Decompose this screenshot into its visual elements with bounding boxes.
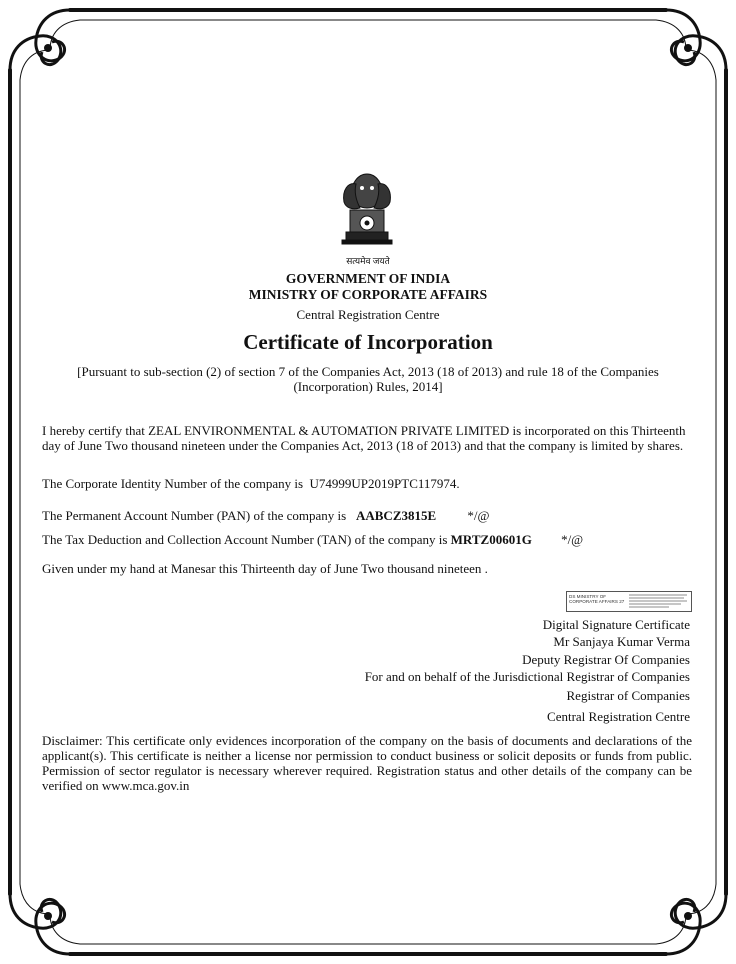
- tan-line: [42, 532, 583, 548]
- certificate-subtitle: [Pursuant to sub-section (2) of section 7 of the Companies Act, 2013 (18 of 2013) and rule 18 of the Companies (Incorporation) Rules, 2014]: [77, 364, 659, 394]
- certify-paragraph: I hereby certify that ZEAL ENVIRONMENTAL & AUTOMATION PRIVATE LIMITED is incorporated on this Thirteenth day of June Two thousand nineteen under the Companies Act, 2013 (18 of 2013) and that the company is limited by shares.: [42, 423, 686, 453]
- on-behalf-line: For and on behalf of the Jurisdictional Registrar of Companies: [364, 669, 690, 684]
- pan-label: The Permanent Account Number (PAN) of the company is: [42, 508, 347, 523]
- signature-hash-text: [629, 593, 689, 609]
- cin-label: The Corporate Identity Number of the company is: [42, 476, 304, 491]
- disclaimer: Disclaimer: This certificate only evidences incorporation of the company on the basis of documents and declarations of the applicant(s). This certificate is neither a license nor permission to conduct business or solicit deposits or funds from public. Permission of sector regulator is necessary wherever required. Registration status and other details of the company can be verified on www.mca.gov.in: [42, 733, 692, 793]
- national-motto: सत्यमेव जयते: [346, 256, 390, 266]
- stamp-line-1: DS MINISTRY OF: [569, 594, 607, 599]
- tan-value: MRTZ00601G: [450, 532, 532, 547]
- signatory-name: Mr Sanjaya Kumar Verma: [553, 634, 690, 649]
- pan-suffix: */@: [467, 508, 490, 523]
- national-emblem-icon: [334, 168, 400, 260]
- pan-line: [42, 508, 490, 524]
- certificate-title: Certificate of Incorporation: [243, 330, 493, 354]
- cin-value: U74999UP2019PTC117974.: [309, 476, 460, 491]
- digital-signature-stamp: [566, 591, 692, 612]
- tan-label: The Tax Deduction and Collection Account Number (TAN) of the company is: [42, 532, 448, 547]
- ministry-name: MINISTRY OF CORPORATE AFFAIRS: [248, 287, 488, 302]
- signature-centre-line: Central Registration Centre: [547, 709, 690, 724]
- digital-signature-label: Digital Signature Certificate: [542, 617, 690, 632]
- signatory-designation: Deputy Registrar Of Companies: [522, 652, 690, 667]
- government-heading: [0, 271, 736, 303]
- tan-suffix: */@: [561, 532, 584, 547]
- registration-centre: Central Registration Centre: [296, 307, 440, 322]
- registrar-line: Registrar of Companies: [566, 688, 690, 703]
- pan-value: AABCZ3815E: [355, 508, 437, 523]
- cin-line: [42, 476, 460, 492]
- government-of-india: GOVERNMENT OF INDIA: [285, 271, 451, 286]
- given-under-hand: Given under my hand at Manesar this Thirteenth day of June Two thousand nineteen .: [42, 561, 488, 576]
- stamp-line-2: CORPORATE AFFAIRS 27: [569, 599, 625, 604]
